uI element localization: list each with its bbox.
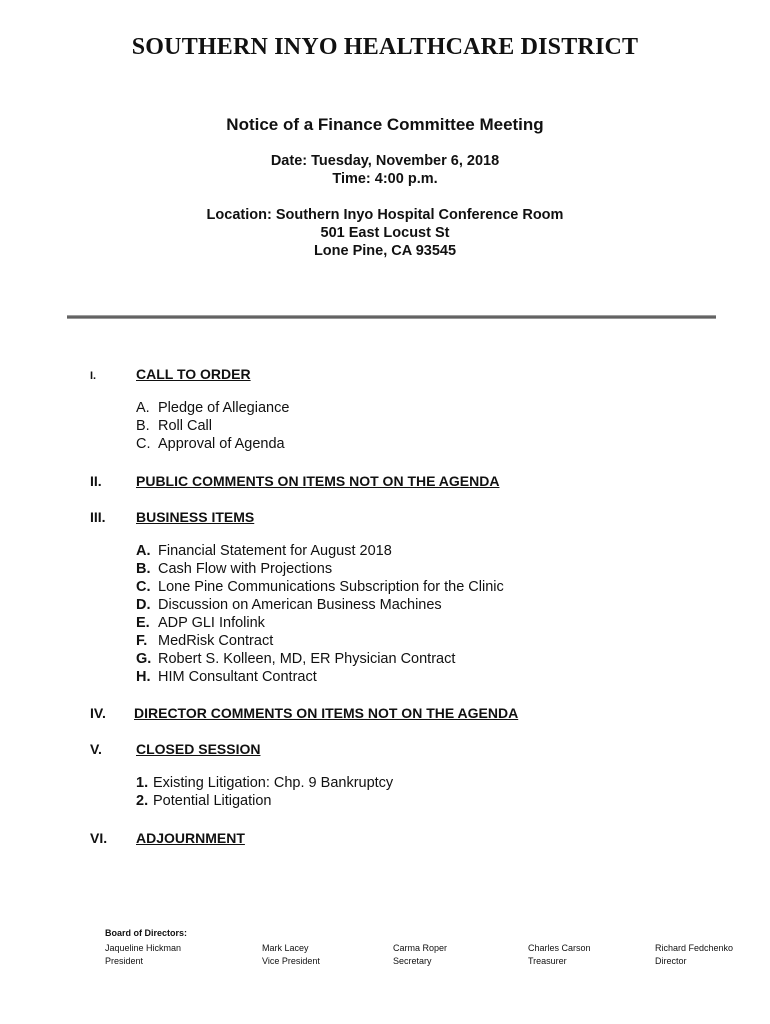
item-text: Pledge of Allegiance: [158, 400, 290, 416]
item-text: ADP GLI Infolink: [158, 615, 265, 631]
item-label: G.: [136, 651, 152, 667]
section-heading-closed-session: CLOSED SESSION: [136, 741, 261, 757]
section-number: V.: [90, 741, 102, 757]
agenda-item: [136, 669, 317, 685]
item-text: Roll Call: [158, 418, 212, 434]
item-text: Lone Pine Communications Subscription for the Clinic: [158, 579, 504, 595]
item-text: Financial Statement for August 2018: [158, 543, 392, 559]
address-street: 501 East Locust St: [320, 225, 450, 241]
item-label: E.: [136, 615, 150, 631]
item-text: HIM Consultant Contract: [158, 669, 317, 685]
item-label: A.: [136, 400, 150, 416]
item-label: A.: [136, 543, 151, 559]
agenda-item: [136, 793, 272, 809]
agenda-item: [136, 615, 265, 631]
agenda-item: [136, 775, 393, 791]
agenda-item: [136, 436, 285, 452]
board-member-role: Director: [655, 956, 687, 966]
meeting-time: Time: 4:00 p.m.: [332, 171, 438, 187]
agenda-item: [136, 597, 442, 613]
board-member: [105, 942, 181, 968]
item-text: Existing Litigation: Chp. 9 Bankruptcy: [153, 775, 394, 791]
section-heading-public-comments: PUBLIC COMMENTS ON ITEMS NOT ON THE AGENDA: [136, 473, 500, 489]
board-member-role: Vice President: [262, 956, 320, 966]
item-label: C.: [136, 436, 151, 452]
item-text: Robert S. Kolleen, MD, ER Physician Contract: [158, 651, 456, 667]
notice-title: Notice of a Finance Committee Meeting: [226, 115, 544, 134]
item-label: F.: [136, 633, 148, 649]
item-label: H.: [136, 669, 151, 685]
item-label: 1.: [136, 775, 149, 791]
item-label: 2.: [136, 793, 149, 809]
section-number: II.: [90, 473, 102, 489]
item-text: Discussion on American Business Machines: [158, 597, 442, 613]
board-member-name: Charles Carson: [528, 943, 591, 953]
section-number: IV.: [90, 705, 106, 721]
board-member: [262, 942, 320, 968]
board-member-role: President: [105, 956, 144, 966]
section-heading-adjournment: ADJOURNMENT: [136, 830, 245, 846]
agenda-item: [136, 651, 455, 667]
item-text: MedRisk Contract: [158, 633, 274, 649]
board-member: [528, 942, 591, 968]
board-member-name: Carma Roper: [393, 943, 448, 953]
board-label: Board of Directors:: [105, 928, 188, 938]
section-number: III.: [90, 509, 106, 525]
board-member: [393, 942, 447, 968]
item-text: Approval of Agenda: [158, 436, 285, 452]
meeting-date: Date: Tuesday, November 6, 2018: [270, 153, 500, 169]
item-label: B.: [136, 561, 151, 577]
board-member-name: Jaqueline Hickman: [105, 943, 182, 953]
agenda-item: [136, 400, 289, 416]
item-label: C.: [136, 579, 151, 595]
organization-title: SOUTHERN INYO HEALTHCARE DISTRICT: [131, 34, 639, 60]
agenda-item: [136, 543, 392, 559]
agenda-item: [136, 633, 273, 649]
board-member: [655, 942, 733, 968]
agenda-item: [136, 579, 504, 595]
meeting-location: Location: Southern Inyo Hospital Conference Room: [206, 207, 564, 223]
item-label: B.: [136, 418, 150, 434]
header-divider: [67, 315, 716, 319]
board-member-name: Mark Lacey: [262, 943, 309, 953]
board-member-role: Secretary: [393, 956, 432, 966]
board-member-role: Treasurer: [528, 956, 567, 966]
board-member-name: Richard Fedchenko: [655, 943, 734, 953]
section-heading-director-comments: DIRECTOR COMMENTS ON ITEMS NOT ON THE AGENDA: [134, 705, 519, 721]
item-label: D.: [136, 597, 151, 613]
section-heading-call-to-order: CALL TO ORDER: [136, 366, 251, 382]
section-number: I.: [90, 370, 97, 382]
item-text: Cash Flow with Projections: [158, 561, 333, 577]
item-text: Potential Litigation: [153, 793, 272, 809]
address-city: Lone Pine, CA 93545: [313, 243, 457, 259]
section-heading-business-items: BUSINESS ITEMS: [136, 509, 255, 525]
agenda-item: [136, 561, 332, 577]
agenda-item: [136, 418, 212, 434]
section-number: VI.: [90, 830, 108, 846]
